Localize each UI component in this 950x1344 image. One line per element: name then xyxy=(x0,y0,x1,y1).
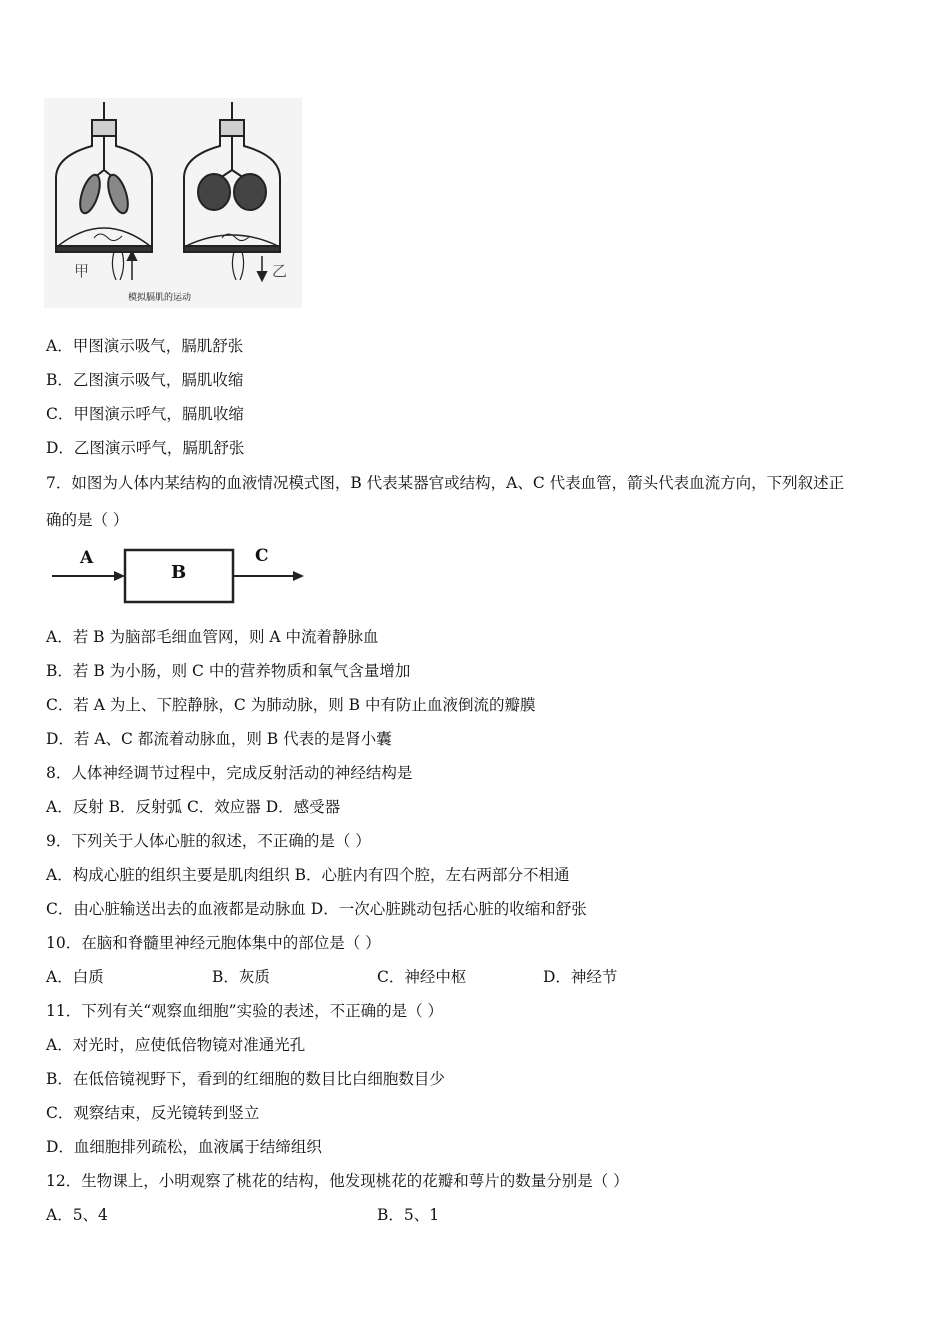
q7-option-d: D．若 A、C 都流着动脉血，则 B 代表的是肾小囊 xyxy=(46,730,392,748)
q9-stem: 9．下列关于人体心脏的叙述，不正确的是（ ） xyxy=(46,832,371,850)
q10-option-d: D．神经节 xyxy=(543,968,618,986)
blood-flow-diagram xyxy=(50,542,310,604)
flow-label-c: C xyxy=(255,546,269,566)
q8-options: A．反射 B．反射弧 C．效应器 D．感受器 xyxy=(46,798,341,816)
label-yi: 乙 xyxy=(272,262,288,280)
q6-option-d: D．乙图演示呼气，膈肌舒张 xyxy=(46,439,245,457)
left-bell-jar xyxy=(56,102,152,280)
q7-stem-line1: 7．如图为人体内某结构的血液情况模式图，B 代表某器官或结构，A、C 代表血管，箭头代表血流方向，下列叙述正 xyxy=(46,474,845,492)
diaphragm-model-figure xyxy=(44,98,302,308)
right-bell-jar xyxy=(184,102,280,280)
q8-stem: 8．人体神经调节过程中，完成反射活动的神经结构是 xyxy=(46,764,413,782)
q6-option-b: B．乙图演示吸气，膈肌收缩 xyxy=(46,371,244,389)
q11-option-b: B．在低倍镜视野下，看到的红细胞的数目比白细胞数目少 xyxy=(46,1070,445,1088)
q7-stem-line2: 确的是（ ） xyxy=(46,511,129,529)
q6-option-a: A．甲图演示吸气，膈肌舒张 xyxy=(46,337,244,355)
q11-option-c: C．观察结束，反光镜转到竖立 xyxy=(46,1104,260,1122)
label-jia: 甲 xyxy=(74,262,90,280)
q7-option-a: A．若 B 为脑部毛细血管网，则 A 中流着静脉血 xyxy=(46,628,379,646)
q10-option-c: C．神经中枢 xyxy=(377,968,467,986)
q11-option-a: A．对光时，应使低倍物镜对准通光孔 xyxy=(46,1036,306,1054)
flow-label-b: B xyxy=(171,562,187,583)
q12-option-a: A．5、4 xyxy=(46,1206,108,1224)
q9-options-line1: A．构成心脏的组织主要是肌肉组织 B．心脏内有四个腔，左右两部分不相通 xyxy=(46,866,570,884)
q7-option-b: B．若 B 为小肠，则 C 中的营养物质和氧气含量增加 xyxy=(46,662,411,680)
q11-stem: 11．下列有关“观察血细胞”实验的表述，不正确的是（ ） xyxy=(46,1002,444,1020)
q10-option-a: A．白质 xyxy=(46,968,104,986)
q10-option-b: B．灰质 xyxy=(212,968,270,986)
figure-caption: 模拟膈肌的运动 xyxy=(128,293,192,303)
q10-stem: 10．在脑和脊髓里神经元胞体集中的部位是（ ） xyxy=(46,934,381,952)
q9-options-line2: C．由心脏输送出去的血液都是动脉血 D．一次心脏跳动包括心脏的收缩和舒张 xyxy=(46,900,587,918)
q11-option-d: D．血细胞排列疏松，血液属于结缔组织 xyxy=(46,1138,322,1156)
q6-option-c: C．甲图演示呼气，膈肌收缩 xyxy=(46,405,244,423)
q12-option-b: B．5、1 xyxy=(377,1206,440,1224)
q7-option-c: C．若 A 为上、下腔静脉，C 为肺动脉，则 B 中有防止血液倒流的瓣膜 xyxy=(46,696,536,714)
q12-stem: 12．生物课上，小明观察了桃花的结构，他发现桃花的花瓣和萼片的数量分别是（ ） xyxy=(46,1172,629,1190)
flow-label-a: A xyxy=(80,548,94,568)
